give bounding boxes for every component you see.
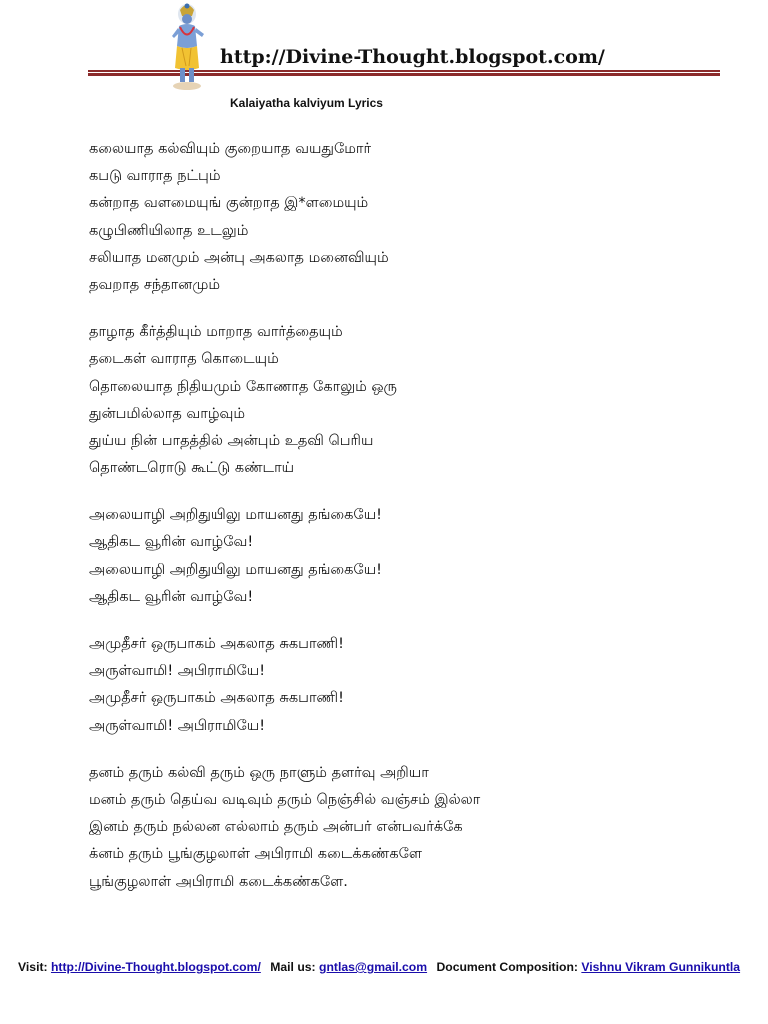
composition-link[interactable]: Vishnu Vikram Gunnikuntla — [581, 960, 741, 974]
page-footer — [18, 960, 758, 974]
stanza-3 — [89, 502, 689, 611]
stanza-2 — [89, 319, 689, 482]
site-url-link[interactable]: http://Divine-Thought.blogspot.com/ — [220, 46, 605, 68]
lyric-line: அமுதீசர் ஒருபாகம் அகலாத சுகபாணி! — [89, 690, 344, 707]
lyrics-body — [89, 136, 689, 916]
lyric-line: அலையாழி அறிதுயிலு மாயனது தங்கையே! — [89, 507, 382, 524]
lyric-line: துய்ய நின் பாதத்தில் அன்பும் உதவி பெரிய — [89, 432, 374, 449]
visit-link[interactable]: http://Divine-Thought.blogspot.com/ — [50, 960, 261, 974]
lyric-line: கழுபிணியிலாத உடலும் — [89, 222, 249, 239]
lyric-line: பூங்குழலாள் அபிராமி கடைக்கண்களே. — [89, 873, 348, 890]
lyric-line: ஆதிகட வூரின் வாழ்வே! — [89, 534, 254, 551]
visit-label: Visit: — [18, 960, 48, 974]
stanza-4 — [89, 631, 689, 740]
lyric-line: சலியாத மனமும் அன்பு அகலாத மனைவியும் — [89, 249, 389, 266]
krishna-figure-icon — [160, 2, 214, 94]
lyric-line: அலையாழி அறிதுயிலு மாயனது தங்கையே! — [89, 561, 382, 578]
stanza-5 — [89, 760, 689, 896]
lyric-line: கலையாத கல்வியும் குறையாத வயதுமோர் — [89, 141, 372, 157]
composition-label: Document Composition: — [436, 960, 578, 974]
lyric-line: அருள்வாமி! அபிராமியே! — [89, 717, 266, 734]
lyric-line: மனம் தரும் தெய்வ வடிவும் தரும் நெஞ்சில் வஞ்சம் இல்லா — [89, 791, 481, 808]
lyric-line: துன்பமில்லாத வாழ்வும் — [89, 405, 246, 422]
lyric-line: க்னம் தரும் பூங்குழலாள் அபிராமி கடைக்கண்களே — [89, 846, 422, 863]
lyric-line: தொலையாத நிதியமும் கோணாத கோலும் ஒரு — [89, 378, 397, 395]
lyric-line: தனம் தரும் கல்வி தரும் ஒரு நாளும் தளர்வு அறியா — [89, 764, 429, 781]
lyric-line: தவறாத சந்தானமும் — [89, 276, 221, 293]
mail-link[interactable]: gntlas@gmail.com — [319, 960, 428, 974]
lyric-line: அருள்வாமி! அபிராமியே! — [89, 663, 266, 680]
lyric-line: தொண்டரொடு கூட்டு கண்டாய் — [89, 460, 295, 477]
mail-label: Mail us: — [270, 960, 316, 974]
lyric-line: அமுதீசர் ஒருபாகம் அகலாத சுகபாணி! — [89, 636, 344, 652]
lyric-line: இனம் தரும் நல்லன எல்லாம் தரும் அன்பர் என்பவர்க்கே — [89, 819, 463, 836]
lyric-line: தடைகள் வாராத கொடையும் — [89, 351, 279, 368]
stanza-1 — [89, 136, 689, 299]
document-title: Kalaiyatha kalviyum Lyrics — [230, 96, 383, 110]
lyric-line: தாழாத கீர்த்தியும் மாறாத வார்த்தையும் — [89, 324, 343, 341]
lyric-line: ஆதிகட வூரின் வாழ்வே! — [89, 588, 254, 605]
lyric-line: கபடு வாராத நட்பும் — [89, 168, 221, 185]
lyric-line: கன்றாத வளமையுங் குன்றாத இ*ளமையும் — [89, 195, 369, 212]
